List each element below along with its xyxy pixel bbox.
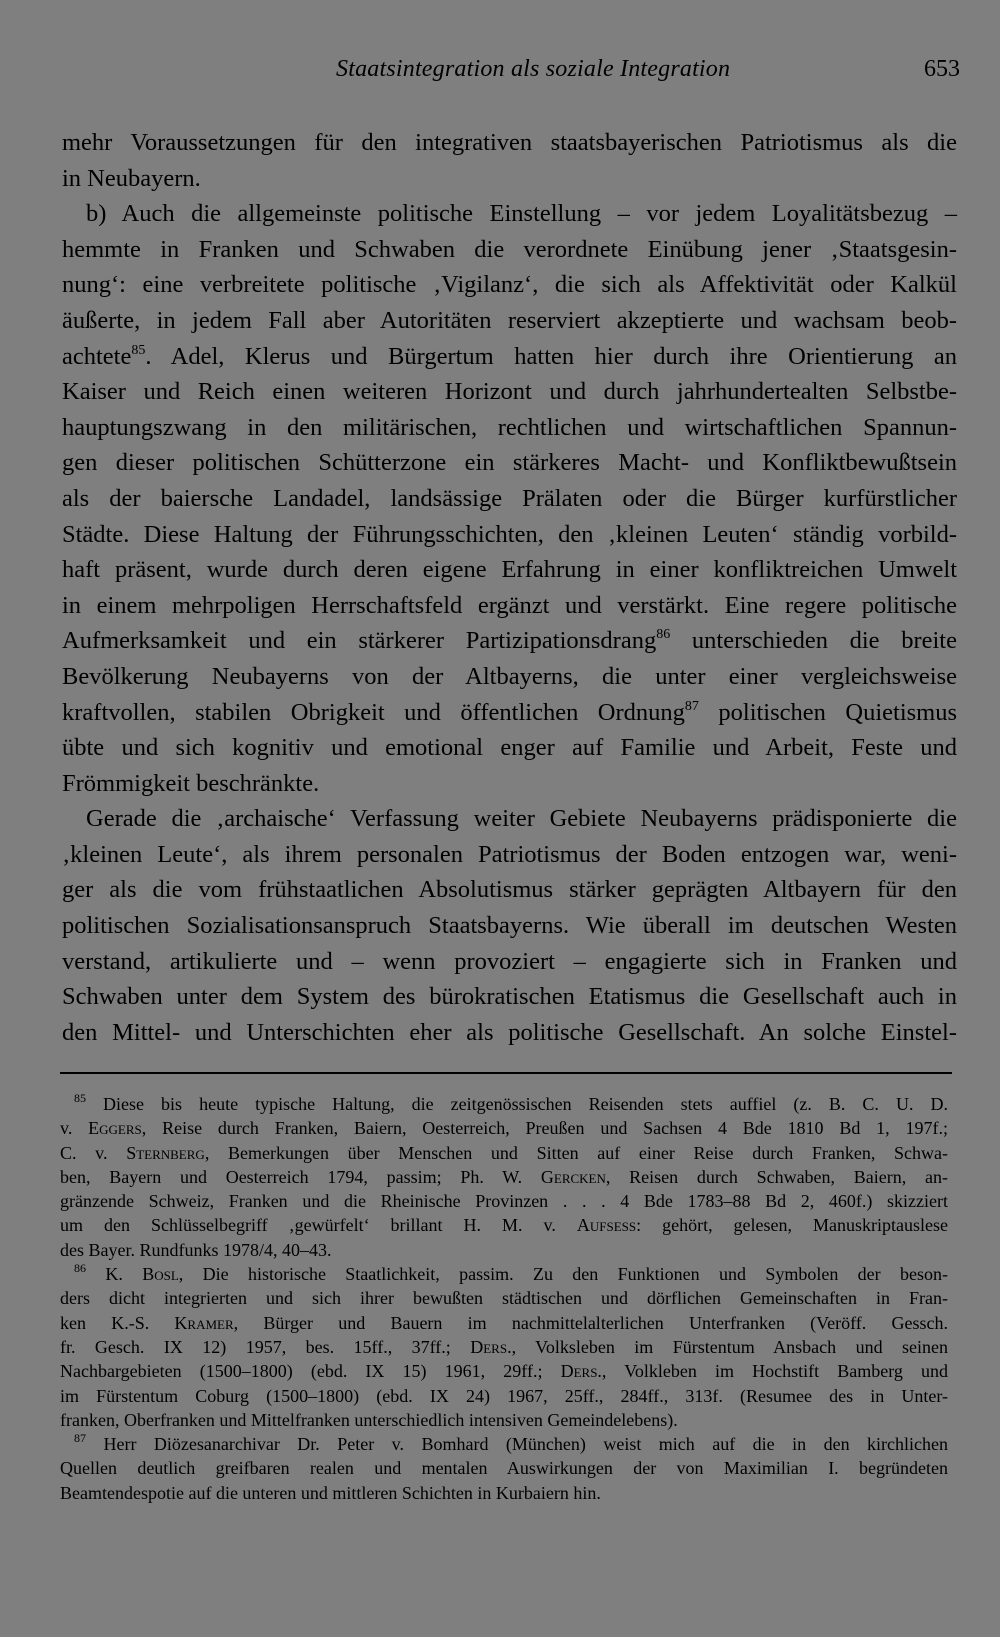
footnote-line [60, 1141, 948, 1165]
text-segment: , Die historische Staatlichkeit, passim. Zu den Funktionen und Symbolen der beson- [178, 1264, 948, 1285]
body-line [62, 730, 957, 766]
text-segment: v. [60, 1118, 89, 1139]
body-line [62, 801, 957, 837]
text-segment: C. v. [60, 1142, 127, 1163]
text-segment: Beamtendespotie auf die unteren und mittleren Schichten in Kurbaiern hin. [60, 1482, 601, 1503]
footnote-line [60, 1189, 948, 1213]
body-line [62, 303, 957, 339]
body-line [62, 339, 957, 375]
page-header [60, 56, 960, 92]
text-segment: den Mittel- und Unterschichten eher als politische Gesellschaft. An solche Einstel- [62, 1018, 957, 1046]
text-segment: politischen Quietismus [698, 698, 957, 726]
body-line [62, 588, 957, 624]
text-segment: hauptungszwang in den militärischen, rechtlichen und wirtschaftlichen Spannun- [62, 413, 957, 441]
footnote-reference: 86 [74, 1261, 86, 1276]
footnote-line [60, 1238, 948, 1262]
footnote-reference: 87 [684, 698, 699, 714]
body-line [62, 908, 957, 944]
footnote-line [60, 1432, 948, 1456]
body-line [62, 552, 957, 588]
body-line [62, 125, 957, 161]
body-line [62, 872, 957, 908]
footnote-line [60, 1384, 948, 1408]
text-segment: Herr Diözesanarchivar Dr. Peter v. Bomhard (München) weist mich auf die in den kirchlichen [86, 1434, 948, 1455]
text-segment: Diese bis heute typische Haltung, die zeitgenössischen Reisenden stets auffiel (z. B. C. U. D. [86, 1094, 948, 1114]
author-name: Ders. [560, 1361, 602, 1382]
footnote-reference: 86 [656, 627, 671, 643]
footnote-reference: 85 [74, 1091, 86, 1105]
text-segment: mehr Voraussetzungen für den integrativen staatsbayerischen Patriotismus als die [62, 129, 957, 156]
text-segment: kraftvollen, stabilen Obrigkeit und öffentlichen Ordnung [62, 698, 685, 726]
text-segment: des Bayer. Rundfunks 1978/4, 40–43. [60, 1239, 332, 1260]
text-segment: fr. Gesch. IX 12) 1957, bes. 15ff., 37ff.; [60, 1336, 471, 1357]
text-segment: Quellen deutlich greifbaren realen und mentalen Auswirkungen der von Maximilian I. begründeten [60, 1458, 948, 1479]
body-line [62, 623, 957, 659]
text-segment: haft präsent, wurde durch deren eigene Erfahrung in einer konfliktreichen Umwelt [62, 556, 957, 584]
author-name: Kramer [174, 1312, 234, 1333]
text-segment: ders dicht integrierten und sich ihrer bewußten städtischen und dörflichen Gemeinschaften in Fran- [60, 1288, 948, 1309]
text-segment: unterschieden die breite [670, 627, 957, 655]
text-segment: als der baiersche Landadel, landsässige Prälaten oder die Bürger kurfürstlicher [62, 484, 957, 512]
text-segment: äußerte, in jedem Fall aber Autoritäten reserviert akzeptierte und wachsam beob- [62, 306, 957, 334]
text-segment: ger als die vom frühstaatlichen Absolutismus stärker geprägten Altbayern für den [62, 876, 957, 904]
footnote-reference: 87 [74, 1431, 86, 1446]
footnote-line [60, 1408, 948, 1432]
text-segment: ‚kleinen Leute‘, als ihrem personalen Patriotismus der Boden entzogen war, weni- [62, 840, 957, 868]
text-segment: um den Schlüsselbegriff ‚gewürfelt‘ brillant H. M. v. [60, 1215, 577, 1236]
text-segment: gen dieser politischen Schütterzone ein stärkeres Macht- und Konfliktbewußtsein [62, 449, 957, 477]
text-segment: Städte. Diese Haltung der Führungsschichten, den ‚kleinen Leuten‘ ständig vorbild- [62, 520, 957, 548]
body-line [62, 944, 957, 980]
text-segment: gränzende Schweiz, Franken und die Rheinische Provinzen . . . 4 Bde 1783–88 Bd 2, 460f.) skizziert [60, 1191, 948, 1212]
body-line [62, 695, 957, 731]
body-line [62, 1015, 957, 1051]
footnote-line [60, 1286, 948, 1310]
text-segment: Schwaben unter dem System des bürokratischen Etatismus die Gesellschaft auch in [62, 983, 957, 1011]
author-name: Gercken [540, 1166, 606, 1187]
text-segment: franken, Oberfranken und Mittelfranken unterschiedlich intensiven Gemeindelebens). [60, 1409, 678, 1430]
body-line [62, 659, 957, 695]
text-segment: im Fürstentum Coburg (1500–1800) (ebd. IX 24) 1967, 25ff., 284ff., 313f. (Resumee des in Unter- [60, 1385, 948, 1406]
text-segment: Gerade die ‚archaische‘ Verfassung weiter Gebiete Neubayerns prädisponierte die [86, 805, 957, 833]
text-segment: , Reisen durch Schwaben, Baiern, an- [605, 1166, 948, 1187]
text-segment: Frömmigkeit beschränkte. [62, 769, 320, 797]
text-segment: , Volkleben im Hochstift Bamberg und [601, 1361, 949, 1382]
body-line [62, 267, 957, 303]
body-text [62, 125, 957, 1050]
page-number: 653 [924, 56, 960, 82]
author-name: Ders. [470, 1336, 512, 1357]
text-segment: b) Auch die allgemeinste politische Einstellung – vor jedem Loyalitätsbezug – [86, 200, 957, 228]
text-segment: nung‘: eine verbreitete politische ‚Vigilanz‘, die sich als Affektivität oder Kalkül [62, 271, 957, 299]
text-segment: in Neubayern. [62, 164, 201, 192]
body-line [62, 410, 957, 446]
text-segment: , Reise durch Franken, Baiern, Oesterreich, Preußen und Sachsen 4 Bde 1810 Bd 1, 197f.; [141, 1118, 948, 1139]
text-segment: Nachbargebieten (1500–1800) (ebd. IX 15) 1961, 29ff.; [60, 1361, 561, 1382]
footnote-line [60, 1335, 948, 1359]
text-segment: . Adel, Klerus und Bürgertum hatten hier durch ihre Orientierung an [145, 342, 957, 370]
body-line [62, 837, 957, 873]
text-segment: Kaiser und Reich einen weiteren Horizont und durch jahrhundertealten Selbstbe- [62, 378, 957, 406]
footnote-line [60, 1092, 948, 1116]
text-segment: in einem mehrpoligen Herrschaftsfeld ergänzt und verstärkt. Eine regere politische [62, 591, 957, 619]
body-line [62, 232, 957, 268]
body-line [62, 374, 957, 410]
footnote-line [60, 1213, 948, 1237]
text-segment: Bevölkerung Neubayerns von der Altbayerns, die unter einer vergleichsweise [62, 662, 957, 690]
running-title: Staatsintegration als soziale Integration [336, 56, 731, 82]
text-segment: übte und sich kognitiv und emotional enger auf Familie und Arbeit, Feste und [62, 734, 957, 762]
body-line [62, 766, 957, 802]
body-line [62, 481, 957, 517]
body-line [62, 979, 957, 1015]
text-segment: verstand, artikulierte und – wenn provoziert – engagierte sich in Franken und [62, 947, 957, 975]
body-line [62, 517, 957, 553]
footnote-line [60, 1481, 948, 1505]
text-segment: hemmte in Franken und Schwaben die verordnete Einübung jener ‚Staatsgesin- [62, 235, 957, 263]
author-name: Aufsess [576, 1215, 637, 1236]
author-name: Eggers [88, 1118, 142, 1139]
text-segment: , Volksleben im Fürstentum Ansbach und seinen [511, 1336, 948, 1357]
text-segment: ben, Bayern und Oesterreich 1794, passim; Ph. W. [60, 1166, 541, 1187]
footnote-reference: 85 [131, 342, 146, 358]
text-segment: : gehört, gelesen, Manuskriptauslese [636, 1215, 948, 1236]
text-segment: , Bürger und Bauern im nachmittelalterlichen Unterfranken (Veröff. Gessch. [233, 1312, 948, 1333]
footnote-line [60, 1165, 948, 1189]
footnote-line [60, 1116, 948, 1140]
text-segment: K. [86, 1264, 143, 1285]
body-line [62, 445, 957, 481]
body-line [62, 161, 957, 197]
footnote-separator [60, 1072, 952, 1074]
text-segment: achtete [62, 342, 132, 370]
text-segment: ken K.-S. [60, 1312, 175, 1333]
footnote-line [60, 1262, 948, 1286]
author-name: Bosl [142, 1264, 179, 1285]
author-name: Sternberg [126, 1142, 205, 1163]
body-line [62, 196, 957, 232]
footnote-line [60, 1311, 948, 1335]
text-segment: politischen Sozialisationsanspruch Staatsbayerns. Wie überall im deutschen Westen [62, 912, 957, 940]
text-segment: Aufmerksamkeit und ein stärkerer Partizipationsdrang [62, 627, 657, 655]
footnote-line [60, 1359, 948, 1383]
footnote-line [60, 1456, 948, 1480]
footnotes [60, 1092, 948, 1505]
text-segment: , Bemerkungen über Menschen und Sitten auf einer Reise durch Franken, Schwa- [204, 1142, 948, 1163]
